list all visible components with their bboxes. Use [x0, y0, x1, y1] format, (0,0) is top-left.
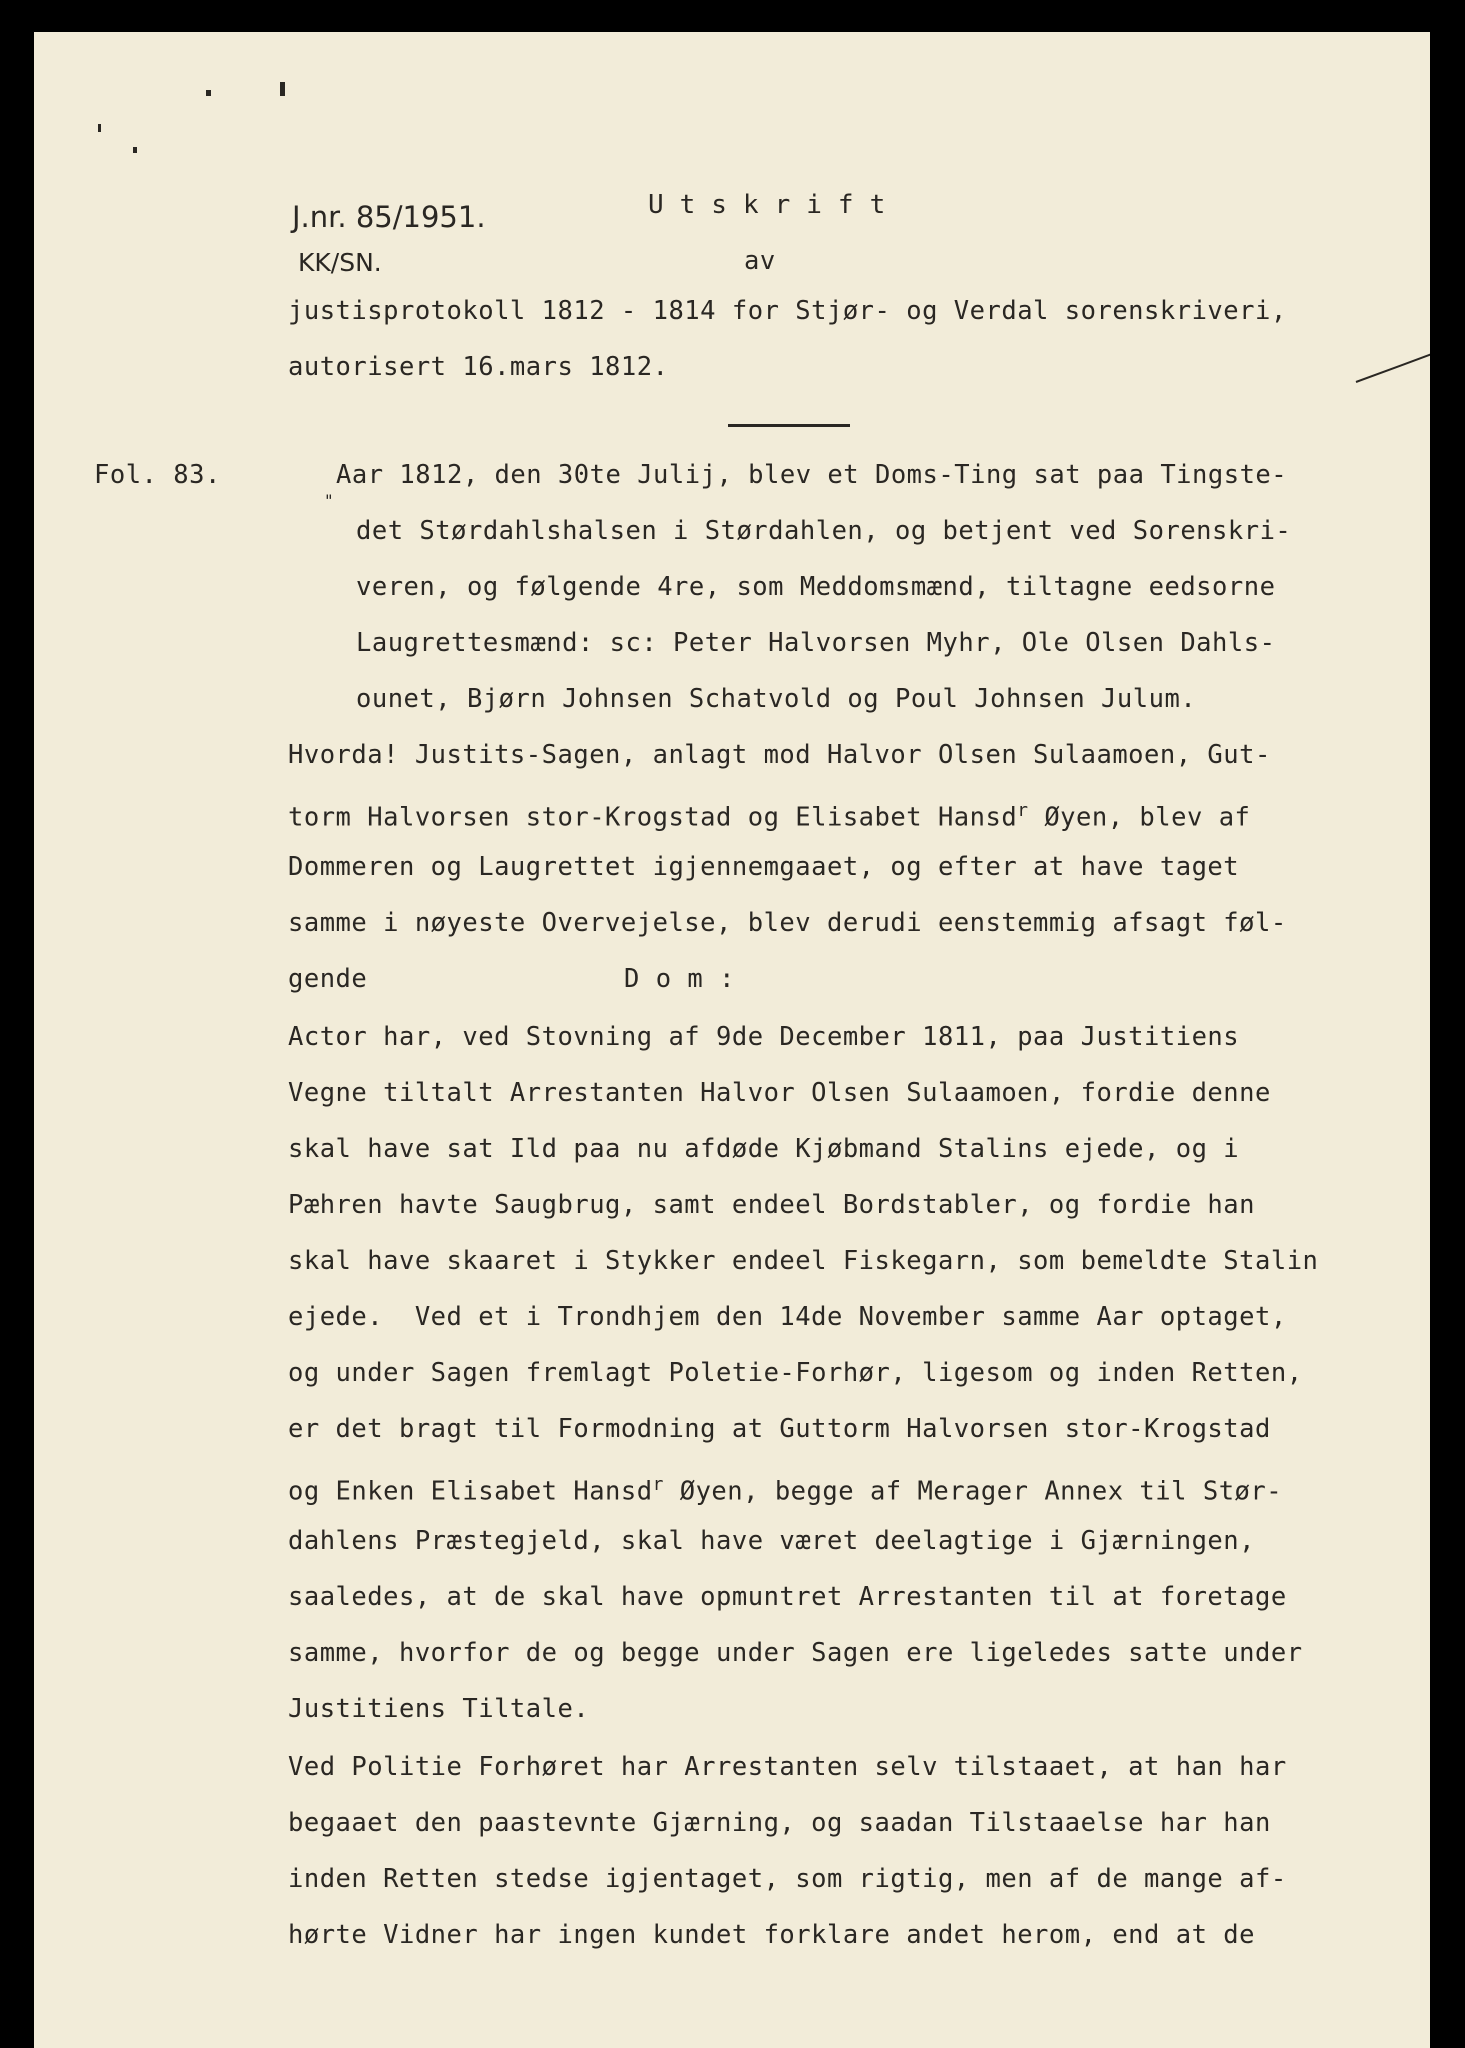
ink-speck [206, 90, 211, 96]
text-line: Ved Politie Forhøret har Arrestanten selv tilstaaet, at han har [288, 1752, 1287, 1782]
document-title: Utskrift [648, 190, 902, 220]
folio-number: Fol. 83. [94, 460, 221, 490]
section-heading-dom: D o m : [624, 964, 735, 994]
ink-speck [98, 124, 101, 132]
text-segment: Øyen, blev af [1028, 802, 1251, 833]
text-line: begaaet den paastevnte Gjærning, og saadan Tilstaaelse har han [288, 1808, 1271, 1838]
text-line: samme i nøyeste Overvejelse, blev derudi eenstemmig afsagt føl- [288, 908, 1287, 938]
text-line: det Størdahlshalsen i Størdahlen, og betjent ved Sorenskri- [356, 516, 1292, 546]
pen-stroke [1354, 350, 1430, 390]
text-line: ounet, Bjørn Johnsen Schatvold og Poul Johnsen Julum. [356, 684, 1197, 714]
text-line: inden Retten stedse igjentaget, som rigtig, men af de mange af- [288, 1864, 1287, 1894]
title-of: av [744, 246, 776, 276]
text-line: Actor har, ved Stovning af 9de December 1811, paa Justitiens [288, 1022, 1240, 1052]
text-segment: torm Halvorsen stor-Krogstad og Elisabet Hansd [288, 802, 1018, 833]
text-line: og under Sagen fremlagt Poletie-Forhør, ligesom og inden Retten, [288, 1358, 1303, 1388]
text-line: gende [288, 964, 368, 994]
protocol-line: justisprotokoll 1812 - 1814 for Stjør- og Verdal sorenskriveri, [288, 296, 1287, 326]
journal-number: J.nr. 85/1951. [292, 200, 486, 234]
text-line: er det bragt til Formodning at Guttorm Halvorsen stor-Krogstad [288, 1414, 1271, 1444]
ink-speck [133, 147, 137, 153]
text-line: Pæhren havte Saugbrug, samt endeel Bordstabler, og fordie han [288, 1190, 1255, 1220]
text-line: skal have sat Ild paa nu afdøde Kjøbmand Stalins ejede, og i [288, 1134, 1240, 1164]
text-line: dahlens Præstegjeld, skal have været deelagtige i Gjærningen, [288, 1526, 1255, 1556]
text-line: Aar 1812, den 30te Julij, blev et Doms-Ting sat paa Tingste- [336, 460, 1288, 490]
initials: KK/SN. [298, 248, 382, 277]
authorized-date: autorisert 16.mars 1812. [288, 352, 669, 382]
header-divider [728, 424, 850, 427]
text-line [288, 1470, 1282, 1507]
text-line: Vegne tiltalt Arrestanten Halvor Olsen Sulaamoen, fordie denne [288, 1078, 1271, 1108]
text-segment: og Enken Elisabet Hansd [288, 1476, 653, 1507]
text-line: saaledes, at de skal have opmuntret Arrestanten til at foretage [288, 1582, 1287, 1612]
text-line: hørte Vidner har ingen kundet forklare andet herom, end at de [288, 1920, 1255, 1950]
text-line: veren, og følgende 4re, som Meddomsmænd, tiltagne eedsorne [356, 572, 1276, 602]
text-segment: Øyen, begge af Merager Annex til Stør- [663, 1476, 1283, 1507]
text-line: Hvorda! Justits-Sagen, anlagt mod Halvor Olsen Sulaamoen, Gut- [288, 740, 1271, 770]
ink-speck [280, 82, 285, 96]
quote-mark: " [324, 491, 335, 510]
text-line: Laugrettesmænd: sc: Peter Halvorsen Myhr, Ole Olsen Dahls- [356, 628, 1276, 658]
superscript: r [1017, 800, 1029, 821]
text-line: skal have skaaret i Stykker endeel Fiskegarn, som bemeldte Stalin [288, 1246, 1319, 1276]
text-line: ejede. Ved et i Trondhjem den 14de November samme Aar optaget, [288, 1302, 1287, 1332]
text-line: Justitiens Tiltale. [288, 1694, 590, 1724]
text-line: Dommeren og Laugrettet igjennemgaaet, og efter at have taget [288, 852, 1240, 882]
superscript: r [652, 1474, 664, 1495]
text-line [288, 796, 1250, 833]
text-line: samme, hvorfor de og begge under Sagen ere ligeledes satte under [288, 1638, 1303, 1668]
document-page [34, 32, 1430, 2048]
